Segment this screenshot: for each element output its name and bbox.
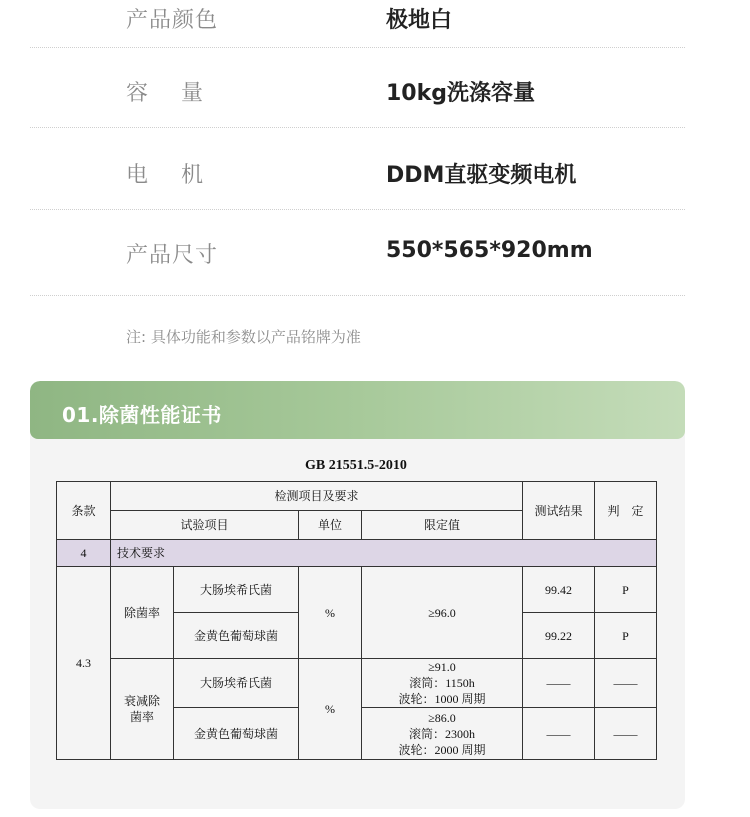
judgement: —— bbox=[595, 659, 657, 708]
spec-row-color bbox=[30, 0, 685, 48]
spec-label: 容 量 bbox=[126, 81, 204, 106]
group2-label-line1: 衰减除 bbox=[123, 694, 160, 708]
group2-unit: % bbox=[299, 659, 362, 760]
spec-label: 产品尺寸 bbox=[126, 243, 219, 268]
group2-label-line2: 菌率 bbox=[129, 710, 154, 724]
test-result: —— bbox=[523, 659, 595, 708]
divider bbox=[30, 295, 685, 296]
standard-number: GB 21551.5-2010 bbox=[305, 458, 407, 473]
spec-note: 注: 具体功能和参数以产品铭牌为准 bbox=[126, 328, 361, 346]
section-row bbox=[57, 540, 657, 567]
section-label: 技术要求 bbox=[111, 540, 657, 567]
group2-label bbox=[111, 659, 174, 760]
certificate-card-header bbox=[30, 381, 685, 439]
bacteria-name: 大肠埃希氏菌 bbox=[174, 659, 299, 708]
group-clause: 4.3 bbox=[57, 567, 111, 760]
header-clause: 条款 bbox=[57, 482, 111, 540]
bacteria-name: 大肠埃希氏菌 bbox=[174, 567, 299, 613]
spec-row-motor bbox=[30, 130, 685, 210]
limit-line: 滚筒：1150h bbox=[409, 676, 475, 690]
bacteria-name: 金黄色葡萄球菌 bbox=[174, 613, 299, 659]
spec-row-size bbox=[30, 216, 685, 296]
section-clause: 4 bbox=[57, 540, 111, 567]
table-row bbox=[57, 659, 657, 708]
spec-value: 极地白 bbox=[386, 8, 453, 33]
table-row bbox=[57, 567, 657, 613]
header-limit: 限定值 bbox=[362, 511, 523, 540]
header-items-requirements: 检测项目及要求 bbox=[111, 482, 523, 511]
group1-limit: ≥96.0 bbox=[362, 567, 523, 659]
header-test-item: 试验项目 bbox=[111, 511, 299, 540]
limit-line: 滚筒：2300h bbox=[408, 726, 475, 741]
header-unit: 单位 bbox=[299, 511, 362, 540]
certificate-title: 01.除菌性能证书 bbox=[62, 403, 222, 427]
spec-value: DDM直驱变频电机 bbox=[386, 163, 577, 188]
limit-line: ≥91.0 bbox=[428, 660, 456, 674]
divider bbox=[30, 209, 685, 210]
judgement: P bbox=[595, 613, 657, 659]
test-result: 99.42 bbox=[523, 567, 595, 613]
spec-label: 产品颜色 bbox=[126, 8, 219, 33]
judgement: P bbox=[595, 567, 657, 613]
limit-line: ≥86.0 bbox=[428, 710, 456, 725]
group1-unit: % bbox=[299, 567, 362, 659]
test-result: —— bbox=[523, 708, 595, 760]
certificate-table bbox=[56, 481, 657, 760]
spec-value: 550*565*920mm bbox=[386, 238, 593, 263]
spec-row-capacity bbox=[30, 48, 685, 128]
divider bbox=[30, 127, 685, 128]
group1-label: 除菌率 bbox=[111, 567, 174, 659]
header-judge: 判 定 bbox=[595, 482, 657, 540]
spec-value: 10kg洗涤容量 bbox=[386, 81, 535, 106]
limit-line: 波轮：2000 周期 bbox=[398, 742, 486, 757]
header-result: 测试结果 bbox=[523, 482, 595, 540]
limit-value bbox=[362, 708, 523, 760]
spec-label: 电 机 bbox=[126, 163, 204, 188]
bacteria-name: 金黄色葡萄球菌 bbox=[174, 708, 299, 760]
limit-value bbox=[362, 659, 523, 708]
test-result: 99.22 bbox=[523, 613, 595, 659]
limit-line: 波轮：1000 周期 bbox=[398, 692, 486, 706]
judgement: —— bbox=[595, 708, 657, 760]
